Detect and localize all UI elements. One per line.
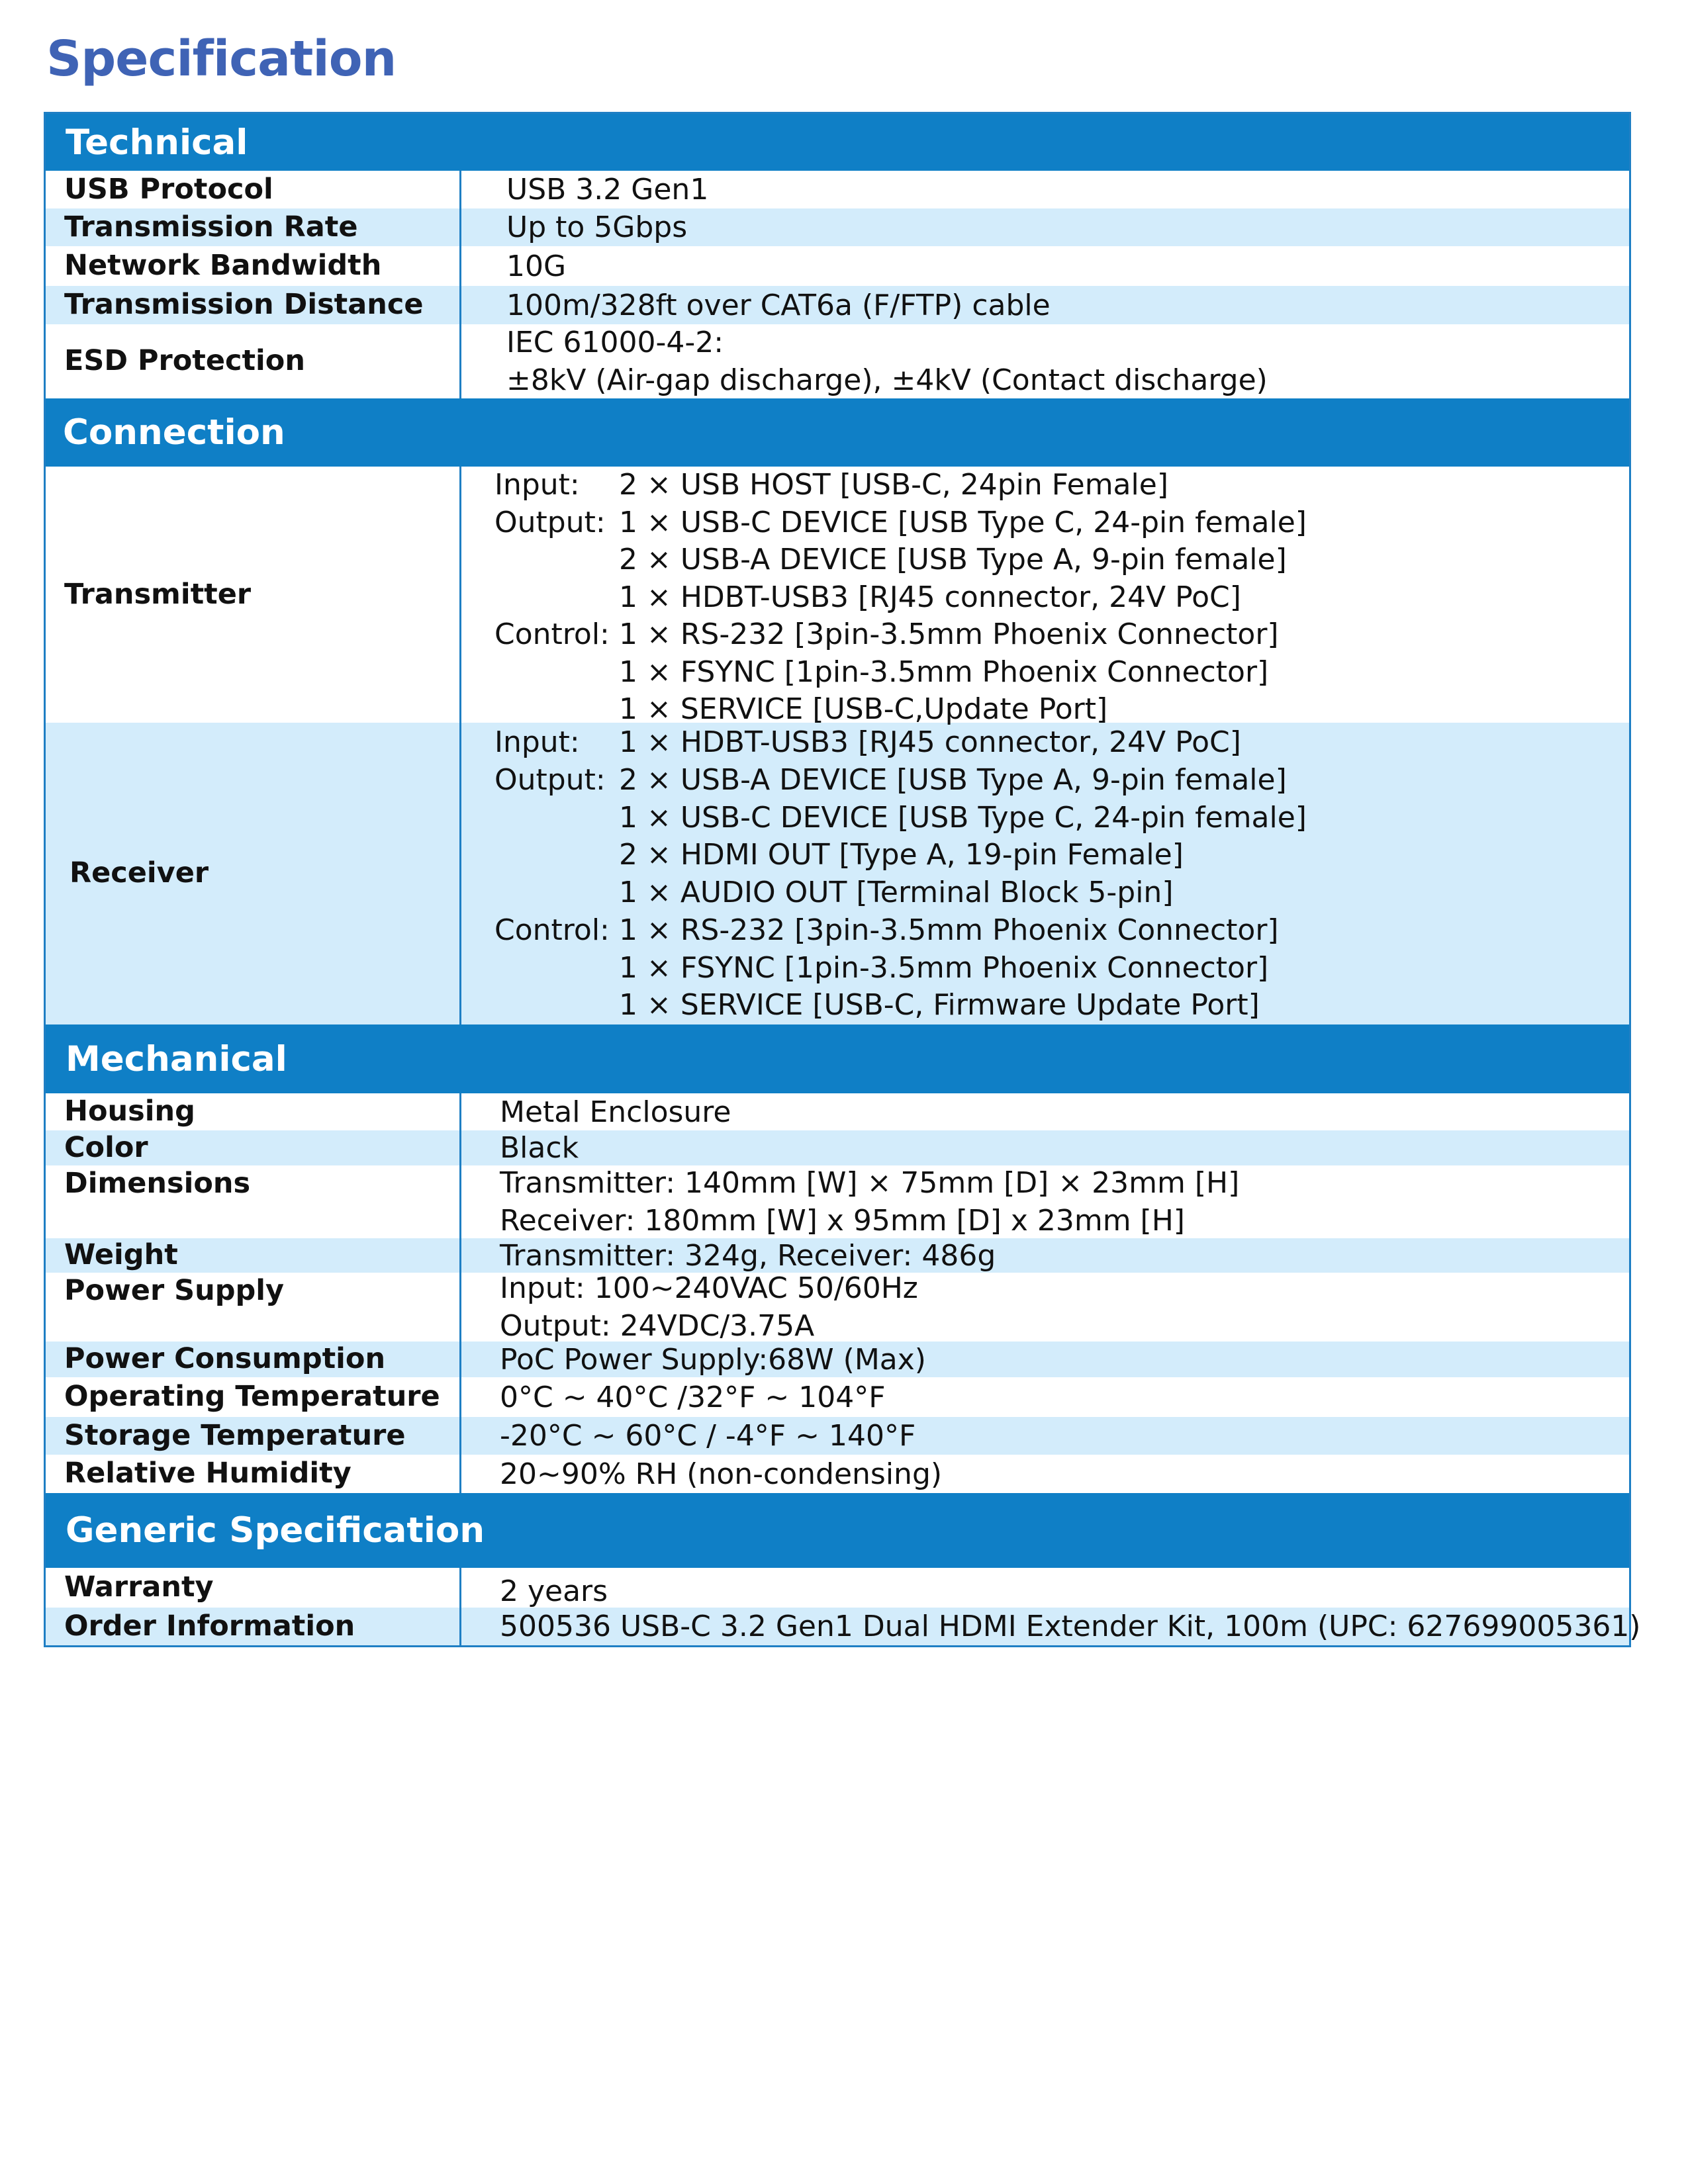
spec-label: Network Bandwidth xyxy=(46,246,461,286)
table-row xyxy=(46,1342,1629,1377)
section-header-generic: Generic Specification xyxy=(46,1493,1629,1568)
spec-label: USB Protocol xyxy=(46,171,461,208)
spec-label: Storage Temperature xyxy=(46,1417,461,1455)
spec-value: Input: 100~240VAC 50/60Hz Output: 24VDC/3.75A xyxy=(500,1271,918,1343)
spec-value: Black xyxy=(500,1131,579,1165)
table-row xyxy=(46,1273,1629,1342)
port-line: 2 × USB HOST [USB-C, 24pin Female] xyxy=(619,468,1168,502)
spec-value: 500536 USB-C 3.2 Gen1 Dual HDMI Extender Kit, 100m (UPC: 627699005361) xyxy=(500,1610,1641,1643)
section-header-technical: Technical xyxy=(46,114,1629,171)
port-group-label: Output: xyxy=(494,505,606,539)
spec-label: Transmission Distance xyxy=(46,286,461,324)
table-row xyxy=(46,1608,1641,1645)
table-row xyxy=(46,1130,1629,1165)
port-group-label: Control: xyxy=(494,913,610,947)
spec-value: 2 years xyxy=(500,1574,608,1608)
spec-label: Relative Humidity xyxy=(46,1455,461,1493)
table-row xyxy=(46,1238,1629,1273)
table-row xyxy=(46,1455,1629,1493)
table-row xyxy=(46,171,1629,208)
spec-value: PoC Power Supply:68W (Max) xyxy=(500,1342,926,1377)
port-line: 1 × AUDIO OUT [Terminal Block 5-pin] xyxy=(619,876,1174,909)
receiver-ports xyxy=(461,723,1307,1024)
spec-label: Power Consumption xyxy=(46,1342,461,1377)
port-line: 1 × HDBT-USB3 [RJ45 connector, 24V PoC] xyxy=(619,725,1241,759)
port-line: 1 × RS-232 [3pin-3.5mm Phoenix Connector] xyxy=(619,617,1279,651)
spec-label: Power Supply xyxy=(46,1273,461,1342)
table-row xyxy=(46,1165,1629,1238)
table-row xyxy=(46,1377,1629,1417)
section-header-mechanical: Mechanical xyxy=(46,1024,1629,1093)
port-group-label: Input: xyxy=(494,468,580,502)
spec-label: Housing xyxy=(46,1093,461,1130)
spec-value: 20~90% RH (non-condensing) xyxy=(500,1457,943,1491)
spec-label: Dimensions xyxy=(46,1165,461,1238)
port-line: 1 × RS-232 [3pin-3.5mm Phoenix Connector] xyxy=(619,913,1279,947)
table-row xyxy=(46,1093,1629,1130)
port-line: 2 × HDMI OUT [Type A, 19-pin Female] xyxy=(619,838,1184,872)
port-line: 1 × HDBT-USB3 [RJ45 connector, 24V PoC] xyxy=(619,580,1241,614)
port-line: 2 × USB-A DEVICE [USB Type A, 9-pin female] xyxy=(619,543,1287,576)
spec-value: USB 3.2 Gen1 xyxy=(506,173,709,206)
transmitter-ports xyxy=(461,467,1307,726)
port-group-label: Control: xyxy=(494,617,610,651)
spec-label: ESD Protection xyxy=(46,324,461,398)
spec-value: 100m/328ft over CAT6a (F/FTP) cable xyxy=(506,288,1051,322)
spec-label: Warranty xyxy=(46,1568,461,1608)
section-header-connection: Connection xyxy=(46,398,1629,467)
table-row xyxy=(46,1568,1629,1608)
spec-label: Receiver xyxy=(46,723,461,1024)
table-row xyxy=(46,246,1629,286)
spec-value: 0°C ~ 40°C /32°F ~ 104°F xyxy=(500,1380,886,1414)
spec-label: Weight xyxy=(46,1238,461,1273)
port-line: 1 × SERVICE [USB-C,Update Port] xyxy=(619,692,1108,726)
port-line: 1 × SERVICE [USB-C, Firmware Update Port] xyxy=(619,988,1260,1023)
spec-value: IEC 61000-4-2: ±8kV (Air-gap discharge), ±4kV (Contact discharge) xyxy=(506,326,1268,397)
spec-value: Transmitter: 140mm [W] × 75mm [D] × 23mm [H] Receiver: 180mm [W] x 95mm [D] x 23mm [H] xyxy=(500,1166,1240,1238)
table-row xyxy=(46,1417,1629,1455)
port-line: 2 × USB-A DEVICE [USB Type A, 9-pin female] xyxy=(619,762,1287,797)
table-row-receiver xyxy=(46,723,1629,1024)
port-line: 1 × FSYNC [1pin-3.5mm Phoenix Connector] xyxy=(619,655,1269,689)
table-row-transmitter xyxy=(46,467,1629,726)
port-group-label: Input: xyxy=(494,725,580,759)
spec-label: Operating Temperature xyxy=(46,1377,461,1417)
spec-value: Metal Enclosure xyxy=(500,1095,731,1129)
spec-value: -20°C ~ 60°C / -4°F ~ 140°F xyxy=(500,1419,916,1453)
spec-label: Transmission Rate xyxy=(46,208,461,246)
spec-value: Transmitter: 324g, Receiver: 486g xyxy=(500,1238,996,1273)
port-line: 1 × USB-C DEVICE [USB Type C, 24-pin female] xyxy=(619,505,1307,539)
spec-label: Transmitter xyxy=(46,467,461,723)
spec-table xyxy=(44,112,1641,1647)
spec-label: Color xyxy=(46,1130,461,1165)
spec-value: 10G xyxy=(506,249,567,283)
port-group-label: Output: xyxy=(494,762,606,797)
page-title: Specification xyxy=(46,30,397,87)
spec-value: Up to 5Gbps xyxy=(506,210,688,244)
table-row xyxy=(46,208,1629,246)
spec-label: Order Information xyxy=(46,1608,461,1645)
port-line: 1 × FSYNC [1pin-3.5mm Phoenix Connector] xyxy=(619,950,1269,985)
port-line: 1 × USB-C DEVICE [USB Type C, 24-pin female] xyxy=(619,800,1307,835)
table-row xyxy=(46,286,1629,324)
table-row xyxy=(46,324,1629,398)
